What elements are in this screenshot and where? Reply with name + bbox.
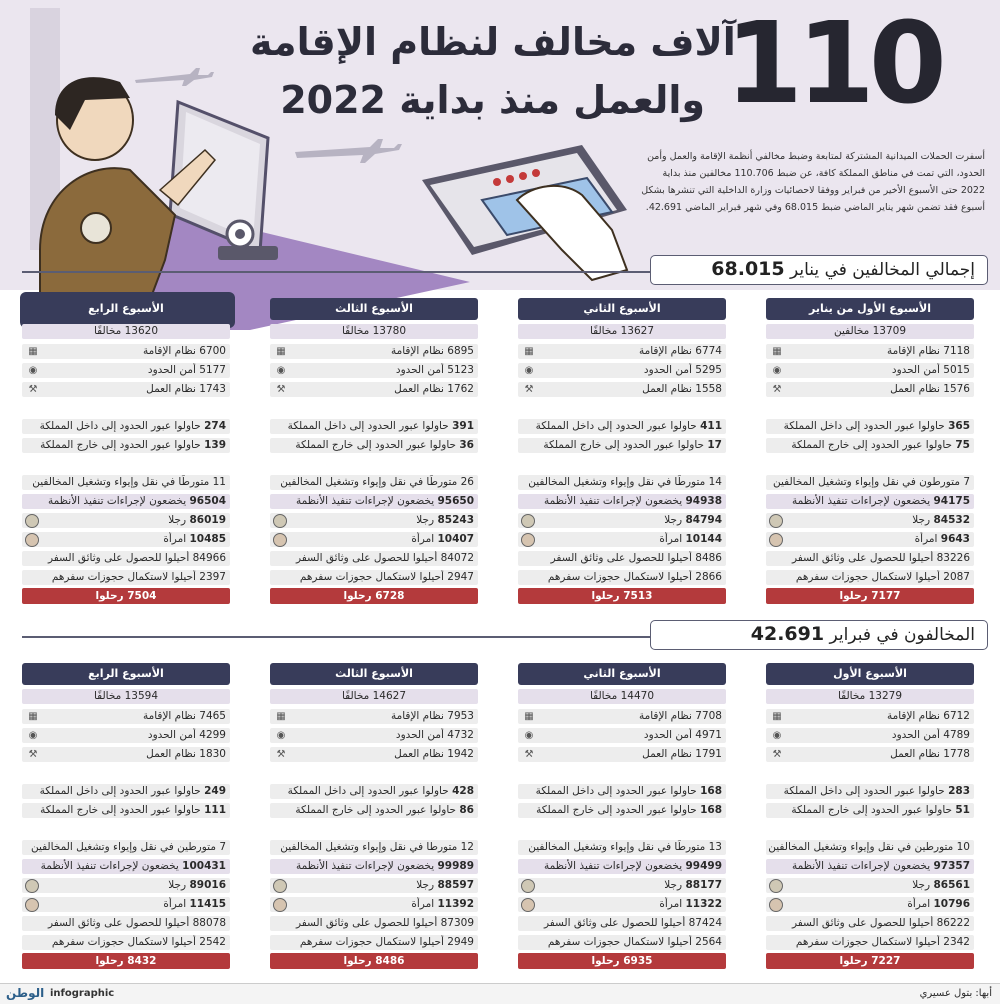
week-cross-out-number: 51 [955, 804, 970, 816]
week-men-row [22, 513, 230, 528]
week-labor-row [22, 382, 230, 397]
building-icon: ▦ [276, 711, 286, 722]
week-border-text: 4299 أمن الحدود [147, 729, 226, 741]
week-travel-docs-row: 88078 أحيلوا للحصول على وثائق السفر [22, 916, 230, 931]
fingerprint-icon: ◉ [772, 730, 782, 741]
section-divider [22, 271, 652, 273]
week-procedures-text: يخضعون لإجراءات تنفيذ الأنظمة [295, 860, 435, 872]
week-cross-in-row [270, 419, 478, 434]
week-residency-row [22, 344, 230, 359]
fingerprint-icon: ◉ [276, 730, 286, 741]
week-border-text: 4732 أمن الحدود [395, 729, 474, 741]
week-women-text: امرأة [659, 533, 683, 545]
week-cross-out-number: 111 [204, 804, 226, 816]
week-cross-out-text: حاولوا عبور الحدود إلى خارج المملكة [791, 804, 953, 816]
week-border-row [766, 363, 974, 378]
week-procedures-text: يخضعون لإجراءات تنفيذ الأنظمة [791, 860, 931, 872]
week-header: الأسبوع الثالث [270, 298, 478, 320]
week-women-number: 10407 [437, 533, 474, 545]
week-women-row [766, 532, 974, 547]
week-residency-text: 7118 نظام الإقامة [886, 345, 970, 357]
building-icon: ▦ [772, 346, 782, 357]
week-labor-text: 1762 نظام العمل [394, 383, 474, 395]
week-bookings-row: 2342 أحيلوا لاستكمال حجوزات سفرهم [766, 935, 974, 950]
section-divider [22, 636, 652, 638]
week-labor-text: 1576 نظام العمل [890, 383, 970, 395]
week-involved-row: 7 متورطين في نقل وإيواء وتشغيل المخالفين [22, 840, 230, 855]
week-cross-out-row [766, 438, 974, 453]
week-total-row: 13594 مخالفًا [22, 689, 230, 704]
week-labor-text: 1778 نظام العمل [890, 748, 970, 760]
week-bookings-row: 2564 أحيلوا لاستكمال حجوزات سفرهم [518, 935, 726, 950]
week-women-text: امرأة [914, 533, 938, 545]
week-total-row: 14470 مخالفًا [518, 689, 726, 704]
week-residency-row [766, 344, 974, 359]
week-men-text: رجلا [664, 514, 683, 526]
undefined [273, 533, 287, 547]
headline-title-line1: آلاف مخالف لنظام الإقامة [250, 20, 736, 64]
week-total-row: 13620 مخالفًا [22, 324, 230, 339]
week-women-row [766, 897, 974, 912]
week-border-row [518, 728, 726, 743]
week-men-row [270, 513, 478, 528]
undefined [25, 898, 39, 912]
week-involved-row: 11 متورطًا في نقل وإيواء وتشغيل المخالفين [22, 475, 230, 490]
week-deported-row: 7513 رحلوا [518, 588, 726, 604]
week-cross-out-row [270, 438, 478, 453]
undefined [521, 879, 535, 893]
week-cross-in-text: حاولوا عبور الحدود إلى داخل المملكة [39, 420, 201, 432]
week-cross-out-text: حاولوا عبور الحدود إلى خارج المملكة [295, 804, 457, 816]
week-cross-out-number: 86 [459, 804, 474, 816]
week-residency-text: 7465 نظام الإقامة [142, 710, 226, 722]
week-travel-docs-row: 87424 أحيلوا للحصول على وثائق السفر [518, 916, 726, 931]
week-deported-row: 8432 رحلوا [22, 953, 230, 969]
week-deported-row: 7504 رحلوا [22, 588, 230, 604]
week-men-row [518, 878, 726, 893]
week-header: الأسبوع الأول من يناير [766, 298, 974, 320]
week-cross-out-row [270, 803, 478, 818]
week-residency-row [766, 709, 974, 724]
fingerprint-scanner-illustration [412, 140, 642, 290]
week-procedures-row [766, 494, 974, 509]
undefined [273, 514, 287, 528]
undefined [25, 879, 39, 893]
week-cross-in-text: حاولوا عبور الحدود إلى داخل المملكة [287, 420, 449, 432]
week-residency-row [270, 344, 478, 359]
week-cross-in-text: حاولوا عبور الحدود إلى داخل المملكة [287, 785, 449, 797]
week-procedures-row [22, 859, 230, 874]
week-cross-in-text: حاولوا عبور الحدود إلى داخل المملكة [535, 785, 697, 797]
week-procedures-number: 100431 [182, 860, 226, 872]
week-procedures-row [22, 494, 230, 509]
week-men-row [766, 878, 974, 893]
week-women-text: امرأة [163, 898, 187, 910]
week-cross-out-text: حاولوا عبور الحدود إلى خارج المملكة [295, 439, 457, 451]
week-women-row [518, 532, 726, 547]
week-border-row [270, 363, 478, 378]
week-labor-row [270, 382, 478, 397]
week-cross-out-row [518, 803, 726, 818]
undefined [521, 533, 535, 547]
worker-icon: ⚒ [772, 749, 782, 760]
week-procedures-text: يخضعون لإجراءات تنفيذ الأنظمة [791, 495, 931, 507]
week-labor-row [518, 747, 726, 762]
week-labor-row [766, 747, 974, 762]
week-header: الأسبوع الثاني [518, 663, 726, 685]
week-border-text: 4789 أمن الحدود [891, 729, 970, 741]
week-deported-row: 6935 رحلوا [518, 953, 726, 969]
week-bookings-row: 2866 أحيلوا لاستكمال حجوزات سفرهم [518, 570, 726, 585]
undefined [769, 533, 783, 547]
week-cross-in-number: 274 [204, 420, 226, 432]
undefined [273, 898, 287, 912]
week-total-row: 13709 مخالفين [766, 324, 974, 339]
week-border-row [270, 728, 478, 743]
week-involved-row: 12 متورطا في نقل وإيواء وتشغيل المخالفين [270, 840, 478, 855]
undefined [25, 514, 39, 528]
footer-credit: أبها: بتول عسيري [919, 988, 992, 999]
week-women-text: امرأة [907, 898, 931, 910]
week-men-number: 85243 [437, 514, 474, 526]
fingerprint-icon: ◉ [772, 365, 782, 376]
week-cross-in-row [766, 419, 974, 434]
week-cross-out-row [518, 438, 726, 453]
week-bookings-row: 2542 أحيلوا لاستكمال حجوزات سفرهم [22, 935, 230, 950]
fingerprint-icon: ◉ [524, 730, 534, 741]
week-border-row [22, 728, 230, 743]
building-icon: ▦ [772, 711, 782, 722]
week-residency-text: 6712 نظام الإقامة [886, 710, 970, 722]
week-cross-out-number: 17 [707, 439, 722, 451]
building-icon: ▦ [524, 346, 534, 357]
week-cross-in-number: 411 [700, 420, 722, 432]
week-column [22, 663, 230, 983]
week-residency-text: 7953 نظام الإقامة [390, 710, 474, 722]
week-women-row [518, 897, 726, 912]
week-column [518, 298, 726, 618]
week-procedures-number: 94175 [933, 495, 970, 507]
week-residency-text: 6895 نظام الإقامة [390, 345, 474, 357]
undefined [769, 514, 783, 528]
week-cross-in-number: 428 [452, 785, 474, 797]
week-women-text: امرأة [411, 533, 435, 545]
week-bookings-row: 2087 أحيلوا لاستكمال حجوزات سفرهم [766, 570, 974, 585]
week-cross-out-row [766, 803, 974, 818]
fingerprint-icon: ◉ [276, 365, 286, 376]
week-residency-text: 6700 نظام الإقامة [142, 345, 226, 357]
footer-brand: الوطن [6, 986, 45, 1000]
week-column [766, 663, 974, 983]
week-women-text: امرأة [659, 898, 683, 910]
worker-icon: ⚒ [524, 749, 534, 760]
section-title-bar [650, 620, 988, 650]
week-total-row: 14627 مخالفًا [270, 689, 478, 704]
week-labor-text: 1558 نظام العمل [642, 383, 722, 395]
week-procedures-number: 97357 [933, 860, 970, 872]
building-icon: ▦ [276, 346, 286, 357]
week-bookings-row: 2397 أحيلوا لاستكمال حجوزات سفرهم [22, 570, 230, 585]
week-travel-docs-row: 87309 أحيلوا للحصول على وثائق السفر [270, 916, 478, 931]
section-title-bar [650, 255, 988, 285]
week-men-number: 88177 [685, 879, 722, 891]
footer [0, 983, 1000, 1004]
undefined [25, 533, 39, 547]
week-labor-text: 1942 نظام العمل [394, 748, 474, 760]
week-border-text: 4971 أمن الحدود [643, 729, 722, 741]
week-cross-out-text: حاولوا عبور الحدود إلى خارج المملكة [791, 439, 953, 451]
week-header: الأسبوع الرابع [22, 298, 230, 320]
week-procedures-text: يخضعون لإجراءات تنفيذ الأنظمة [47, 495, 187, 507]
worker-icon: ⚒ [28, 749, 38, 760]
building-icon: ▦ [524, 711, 534, 722]
week-cross-out-text: حاولوا عبور الحدود إلى خارج المملكة [536, 804, 697, 816]
week-travel-docs-row: 84072 أحيلوا للحصول على وثائق السفر [270, 551, 478, 566]
week-header: الأسبوع الثاني [518, 298, 726, 320]
week-column [270, 298, 478, 618]
week-border-row [766, 728, 974, 743]
worker-icon: ⚒ [276, 384, 286, 395]
week-cross-out-number: 168 [700, 804, 722, 816]
week-men-row [518, 513, 726, 528]
week-women-row [270, 532, 478, 547]
week-cross-out-text: حاولوا عبور الحدود إلى خارج المملكة [40, 804, 201, 816]
week-men-row [270, 878, 478, 893]
week-men-text: رجلا [168, 879, 187, 891]
week-procedures-number: 94938 [685, 495, 722, 507]
week-cross-in-row [22, 419, 230, 434]
week-cross-in-row [22, 784, 230, 799]
week-residency-text: 7708 نظام الإقامة [638, 710, 722, 722]
week-men-text: رجلا [416, 879, 435, 891]
undefined [769, 879, 783, 893]
section-total: 68.015 [711, 258, 785, 280]
week-bookings-row: 2947 أحيلوا لاستكمال حجوزات سفرهم [270, 570, 478, 585]
week-border-text: 5015 أمن الحدود [891, 364, 970, 376]
week-men-row [22, 878, 230, 893]
week-labor-row [518, 382, 726, 397]
week-involved-row: 7 متورطون في نقل وإيواء وتشغيل المخالفين [766, 475, 974, 490]
week-travel-docs-row: 84966 أحيلوا للحصول على وثائق السفر [22, 551, 230, 566]
week-cross-in-row [270, 784, 478, 799]
week-procedures-number: 96504 [189, 495, 226, 507]
week-bookings-row: 2949 أحيلوا لاستكمال حجوزات سفرهم [270, 935, 478, 950]
week-involved-row: 13 متورطًا في نقل وإيواء وتشغيل المخالفين [518, 840, 726, 855]
week-cross-in-text: حاولوا عبور الحدود إلى داخل المملكة [39, 785, 201, 797]
week-residency-row [518, 709, 726, 724]
week-deported-row: 8486 رحلوا [270, 953, 478, 969]
week-cross-out-number: 75 [955, 439, 970, 451]
week-labor-row [22, 747, 230, 762]
week-border-row [22, 363, 230, 378]
week-cross-in-number: 249 [204, 785, 226, 797]
intro-paragraph: أسفرت الحملات الميدانية المشتركة لمتابعة وضبط مخالفي أنظمة الإقامة والعمل وأمن الحدود، التي تمت في مناطق المملكة كافة، عن ضبط 110.706 مخالفين منذ بداية 2022 حتى الأسبوع الأخير من فبراير ووفقا لاحصائيات وزارة الداخلية التي تنشرها بشكل أسبوع فقد تضمن شهر يناير الماضي ضبط 68.015 وفي شهر فبراير الماضي 42.691. [641, 151, 985, 213]
week-deported-row: 7177 رحلوا [766, 588, 974, 604]
week-residency-row [22, 709, 230, 724]
week-cross-in-row [518, 784, 726, 799]
week-cross-in-text: حاولوا عبور الحدود إلى داخل المملكة [535, 420, 697, 432]
section-total: 42.691 [750, 623, 825, 645]
week-procedures-number: 99989 [437, 860, 474, 872]
worker-icon: ⚒ [276, 749, 286, 760]
week-men-number: 86561 [933, 879, 970, 891]
week-labor-text: 1791 نظام العمل [642, 748, 722, 760]
week-residency-row [270, 709, 478, 724]
week-procedures-number: 95650 [437, 495, 474, 507]
building-icon: ▦ [28, 346, 38, 357]
week-cross-in-number: 391 [452, 420, 474, 432]
week-cross-in-text: حاولوا عبور الحدود إلى داخل المملكة [783, 420, 945, 432]
fingerprint-icon: ◉ [28, 730, 38, 741]
worker-icon: ⚒ [28, 384, 38, 395]
week-women-number: 11392 [437, 898, 474, 910]
week-men-number: 86019 [189, 514, 226, 526]
undefined [521, 898, 535, 912]
week-total-row: 13279 مخالفًا [766, 689, 974, 704]
headline-number: 110 [725, 0, 941, 129]
week-involved-row: 10 متورطين في نقل وإيواء وتشغيل المخالفين [766, 840, 974, 855]
building-icon: ▦ [28, 711, 38, 722]
week-men-text: رجلا [912, 514, 931, 526]
week-procedures-number: 99499 [685, 860, 722, 872]
worker-icon: ⚒ [524, 384, 534, 395]
week-cross-out-text: حاولوا عبور الحدود إلى خارج المملكة [40, 439, 201, 451]
week-labor-row [270, 747, 478, 762]
week-column [22, 298, 230, 618]
undefined [769, 898, 783, 912]
week-residency-row [518, 344, 726, 359]
week-travel-docs-row: 83226 أحيلوا للحصول على وثائق السفر [766, 551, 974, 566]
week-men-row [766, 513, 974, 528]
section-label: إجمالي المخالفين في يناير [790, 260, 975, 280]
week-column [518, 663, 726, 983]
week-travel-docs-row: 86222 أحيلوا للحصول على وثائق السفر [766, 916, 974, 931]
week-header: الأسبوع الأول [766, 663, 974, 685]
undefined [521, 514, 535, 528]
week-women-number: 11322 [685, 898, 722, 910]
week-labor-row [766, 382, 974, 397]
week-involved-row: 14 متورطًا في نقل وإيواء وتشغيل المخالفين [518, 475, 726, 490]
week-women-number: 10485 [189, 533, 226, 545]
week-men-text: رجلا [416, 514, 435, 526]
week-women-text: امرأة [163, 533, 187, 545]
week-labor-text: 1743 نظام العمل [146, 383, 226, 395]
week-men-text: رجلا [664, 879, 683, 891]
week-women-text: امرأة [411, 898, 435, 910]
week-men-text: رجلا [168, 514, 187, 526]
week-cross-out-text: حاولوا عبور الحدود إلى خارج المملكة [543, 439, 705, 451]
worker-icon: ⚒ [772, 384, 782, 395]
week-cross-out-number: 139 [204, 439, 226, 451]
week-cross-out-row [22, 803, 230, 818]
week-cross-in-row [518, 419, 726, 434]
week-total-row: 13627 مخالفًا [518, 324, 726, 339]
footer-brand-en: infographic [50, 988, 115, 999]
week-border-text: 5177 أمن الحدود [147, 364, 226, 376]
week-cross-in-row [766, 784, 974, 799]
week-men-number: 84532 [933, 514, 970, 526]
week-deported-row: 6728 رحلوا [270, 588, 478, 604]
week-men-number: 84794 [685, 514, 722, 526]
week-procedures-row [518, 859, 726, 874]
week-women-number: 10796 [933, 898, 970, 910]
week-involved-row: 26 متورطًا في نقل وإيواء وتشغيل المخالفين [270, 475, 478, 490]
headline-title-line2: والعمل منذ بداية 2022 [280, 78, 705, 122]
week-column [766, 298, 974, 618]
week-deported-row: 7227 رحلوا [766, 953, 974, 969]
week-women-number: 11415 [189, 898, 226, 910]
week-procedures-text: يخضعون لإجراءات تنفيذ الأنظمة [40, 860, 179, 872]
week-header: الأسبوع الرابع [22, 663, 230, 685]
header-panel [0, 0, 1000, 290]
week-procedures-row [270, 859, 478, 874]
week-women-row [270, 897, 478, 912]
week-men-number: 88597 [437, 879, 474, 891]
week-procedures-row [518, 494, 726, 509]
week-women-number: 10144 [685, 533, 722, 545]
fingerprint-icon: ◉ [28, 365, 38, 376]
week-border-text: 5123 أمن الحدود [395, 364, 474, 376]
week-procedures-text: يخضعون لإجراءات تنفيذ الأنظمة [543, 860, 683, 872]
week-cross-in-number: 283 [948, 785, 970, 797]
week-women-row [22, 532, 230, 547]
week-women-row [22, 897, 230, 912]
week-border-row [518, 363, 726, 378]
week-travel-docs-row: 8486 أحيلوا للحصول على وثائق السفر [518, 551, 726, 566]
week-women-number: 9643 [940, 533, 970, 545]
week-procedures-text: يخضعون لإجراءات تنفيذ الأنظمة [543, 495, 683, 507]
undefined [273, 879, 287, 893]
section-label: المخالفون في فبراير [829, 625, 975, 645]
week-border-text: 5295 أمن الحدود [643, 364, 722, 376]
week-cross-in-number: 365 [948, 420, 970, 432]
week-procedures-row [766, 859, 974, 874]
week-procedures-row [270, 494, 478, 509]
week-column [270, 663, 478, 983]
week-cross-in-text: حاولوا عبور الحدود إلى داخل المملكة [783, 785, 945, 797]
week-men-text: رجلا [912, 879, 931, 891]
week-total-row: 13780 مخالفًا [270, 324, 478, 339]
week-residency-text: 6774 نظام الإقامة [638, 345, 722, 357]
week-cross-out-number: 36 [459, 439, 474, 451]
week-men-number: 89016 [189, 879, 226, 891]
week-procedures-text: يخضعون لإجراءات تنفيذ الأنظمة [295, 495, 435, 507]
week-labor-text: 1830 نظام العمل [146, 748, 226, 760]
fingerprint-icon: ◉ [524, 365, 534, 376]
week-cross-in-number: 168 [700, 785, 722, 797]
week-header: الأسبوع الثالث [270, 663, 478, 685]
week-cross-out-row [22, 438, 230, 453]
